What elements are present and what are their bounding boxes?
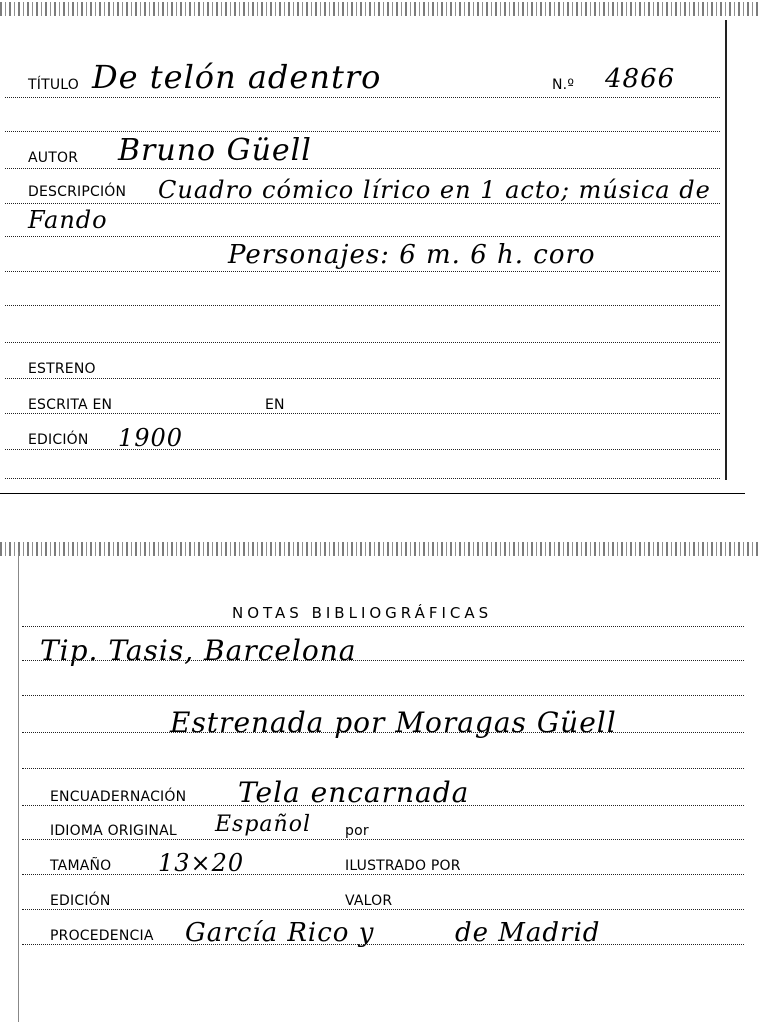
- ilustrado-label: ILUSTRADO POR: [345, 858, 461, 874]
- descripcion-value-1: Cuadro cómico lírico en 1 acto; música de: [158, 176, 711, 204]
- tamano-value: 13×20: [158, 849, 245, 877]
- line: [5, 478, 720, 479]
- line: [22, 626, 744, 627]
- escrita-en-label: EN: [265, 397, 285, 413]
- escrita-label: ESCRITA EN: [28, 397, 113, 413]
- note-1: Tip. Tasis, Barcelona: [40, 634, 357, 667]
- autor-value: Bruno Güell: [118, 133, 312, 168]
- line: [22, 768, 744, 769]
- catalog-card-back: [0, 538, 759, 1028]
- valor-label: VALOR: [345, 893, 393, 909]
- descripcion-value-3: Personajes: 6 m. 6 h. coro: [228, 240, 596, 270]
- line: [5, 131, 720, 132]
- edicion-label: EDICIÓN: [28, 432, 89, 448]
- line: [5, 203, 720, 204]
- line: [22, 839, 744, 840]
- line: [5, 168, 720, 169]
- idioma-value: Español: [215, 812, 311, 837]
- titulo-label: TÍTULO: [28, 77, 79, 93]
- scan-edge-noise: [0, 2, 759, 16]
- card-right-border: [725, 20, 727, 480]
- procedencia-label: PROCEDENCIA: [50, 928, 154, 944]
- card-bottom-edge: [0, 493, 745, 494]
- line: [5, 449, 720, 450]
- line: [22, 909, 744, 910]
- idioma-label: IDIOMA ORIGINAL: [50, 823, 177, 839]
- line: [22, 944, 744, 945]
- line: [5, 413, 720, 414]
- titulo-value: De telón adentro: [92, 58, 382, 96]
- line: [22, 874, 744, 875]
- card-left-border: [18, 552, 19, 1022]
- line: [5, 236, 720, 237]
- line: [22, 732, 744, 733]
- line: [5, 378, 720, 379]
- encuadernacion-label: ENCUADERNACIÓN: [50, 789, 187, 805]
- encuadernacion-value: Tela encarnada: [238, 776, 470, 809]
- line: [5, 305, 720, 306]
- line: [22, 660, 744, 661]
- procedencia-value: García Rico y: [185, 918, 375, 948]
- line: [5, 97, 720, 98]
- descripcion-label: DESCRIPCIÓN: [28, 184, 127, 200]
- procedencia-value-2: de Madrid: [455, 918, 601, 948]
- line: [5, 342, 720, 343]
- note-2: Estrenada por Moragas Güell: [170, 706, 617, 739]
- line: [22, 805, 744, 806]
- tamano-label: TAMAÑO: [50, 858, 112, 874]
- edicion-value: 1900: [118, 424, 184, 452]
- estreno-label: ESTRENO: [28, 361, 96, 377]
- line: [22, 695, 744, 696]
- numero-label: N.º: [552, 77, 575, 93]
- por-label: por: [345, 823, 369, 839]
- notas-heading: NOTAS BIBLIOGRÁFICAS: [232, 604, 493, 622]
- line: [5, 271, 720, 272]
- catalog-card-front: [0, 0, 759, 495]
- edicion-back-label: EDICIÓN: [50, 893, 111, 909]
- scan-edge-noise: [0, 542, 759, 556]
- autor-label: AUTOR: [28, 150, 79, 166]
- descripcion-value-2: Fando: [28, 206, 108, 234]
- numero-value: 4866: [605, 64, 676, 94]
